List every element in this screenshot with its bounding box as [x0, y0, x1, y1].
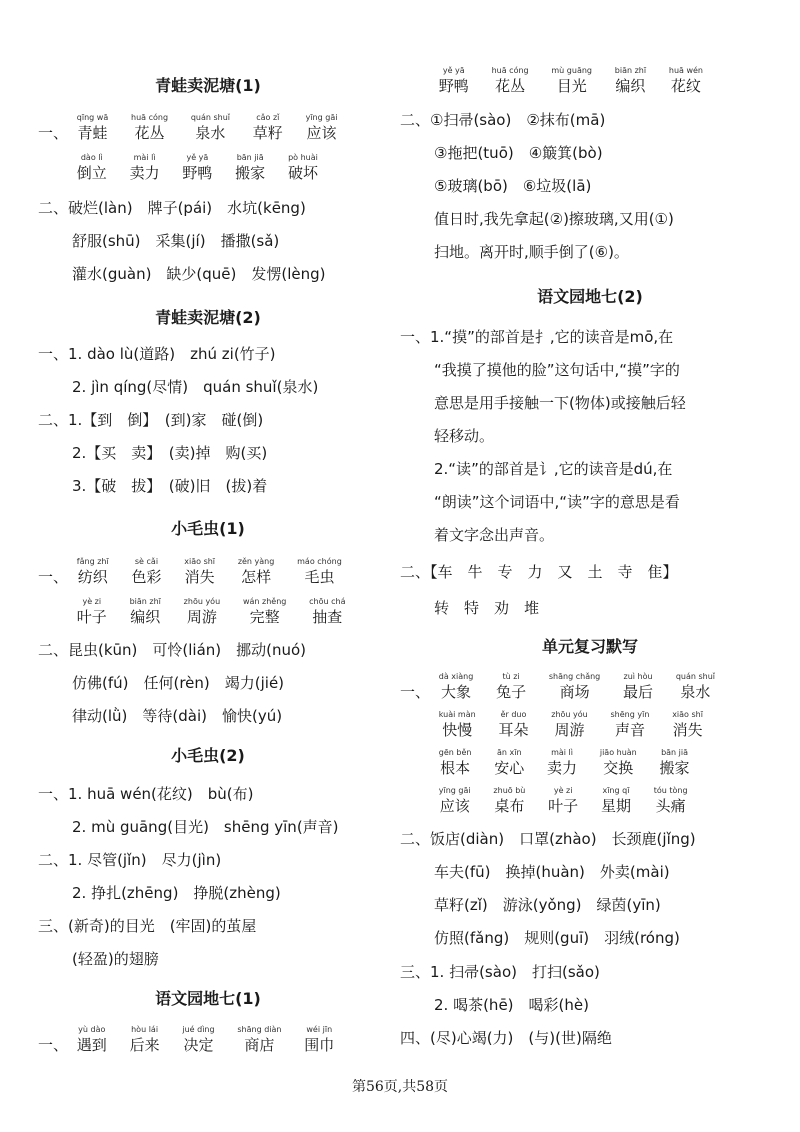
word-item: yě yā 野鸭 — [182, 153, 213, 182]
section-title: 青蛙卖泥塘(2) — [155, 308, 261, 327]
question-label: 一、 — [38, 1036, 69, 1054]
answer-line: 2. 挣扎(zhēng) 挣脱(zhèng) — [72, 884, 281, 902]
word-item: xiāo shī 消失 — [672, 710, 703, 739]
answer-line: 二、1. 尽管(jǐn) 尽力(jìn) — [38, 851, 222, 869]
pinyin-row — [38, 113, 355, 143]
page-footer: 第56页,共58页 — [351, 1079, 449, 1095]
word-item: huā cóng 花丛 — [131, 113, 169, 142]
answer-line: 仿佛(fú) 任何(rèn) 竭力(jié) — [72, 674, 285, 692]
word-item: jiāo huàn 交换 — [599, 748, 637, 777]
word-item: zhōu yóu 周游 — [551, 710, 588, 739]
word-item: wán zhěng 完整 — [242, 597, 287, 626]
answer-line: 着文字念出声音。 — [434, 526, 555, 544]
answer-line: 轻移动。 — [434, 427, 495, 445]
answer-line: 草籽(zǐ) 游泳(yǒng) 绿茵(yīn) — [434, 896, 661, 914]
word-item: zhuō bù 桌布 — [493, 786, 526, 815]
word-item: jué dìng 决定 — [182, 1025, 215, 1054]
word-item: yù dào 遇到 — [76, 1025, 107, 1054]
answer-line: 转 特 劝 堆 — [434, 599, 540, 617]
answer-line: 一、1. dào lù(道路) zhú zi(竹子) — [38, 345, 276, 363]
word-item: chōu chá 抽查 — [309, 597, 346, 626]
section-title: 语文园地七(2) — [537, 287, 643, 306]
answer-line: 三、(新奇)的目光 (牢固)的茧屋 — [38, 917, 257, 935]
question-label: 一、 — [38, 568, 69, 586]
answer-line: 二、1.【到 倒】 (到)家 碰(倒) — [38, 411, 264, 429]
answer-line: 意思是用手接触一下(物体)或接触后轻 — [434, 394, 686, 412]
pinyin-row — [400, 672, 733, 702]
word-item: yě yā 野鸭 — [438, 66, 469, 95]
section-title: 语文园地七(1) — [155, 989, 261, 1008]
word-item: mài lì 卖力 — [547, 748, 578, 777]
answer-line: 四、(尽)心竭(力) (与)(世)隔绝 — [400, 1029, 612, 1047]
pinyin-row — [400, 710, 721, 740]
word-item: wéi jīn 围巾 — [304, 1025, 335, 1054]
word-item: gēn běn 根本 — [438, 748, 472, 777]
word-item: qīng wā 青蛙 — [76, 113, 109, 142]
section-title: 小毛虫(1) — [171, 519, 245, 538]
word-item: bān jiā 搬家 — [659, 748, 690, 777]
word-item: tóu tòng 头痛 — [653, 786, 688, 815]
answer-line: 舒服(shū) 采集(jí) 播撒(sǎ) — [72, 232, 280, 250]
answer-line: 二、昆虫(kūn) 可怜(lián) 挪动(nuó) — [38, 641, 307, 659]
word-item: bān jiā 搬家 — [235, 153, 266, 182]
answer-line: 律动(lǜ) 等待(dài) 愉快(yú) — [72, 707, 283, 725]
question-label: 一、 — [400, 683, 431, 701]
answer-line: 仿照(fǎng) 规则(guī) 羽绒(róng) — [434, 929, 680, 947]
word-item: mù guāng 目光 — [551, 66, 592, 95]
answer-line: 二、【车 牛 专 力 又 土 寺 隹】 — [400, 563, 678, 581]
pinyin-row — [400, 786, 706, 816]
answer-line: 2. mù guāng(目光) shēng yīn(声音) — [72, 818, 339, 836]
answer-line: 2. jìn qíng(尽情) quán shuǐ(泉水) — [72, 378, 319, 396]
word-item: fǎng zhī 纺织 — [76, 557, 109, 586]
word-item: zěn yàng 怎样 — [237, 557, 275, 586]
word-item: xīng qī 星期 — [600, 786, 631, 815]
pinyin-row — [400, 66, 721, 96]
word-item: zuì hòu 最后 — [623, 672, 654, 701]
word-item: yè zi 叶子 — [76, 597, 107, 626]
answer-line: 3.【破 拔】 (破)旧 (拔)着 — [72, 477, 268, 495]
word-item: quán shuǐ 泉水 — [675, 672, 716, 701]
answer-line: 一、1.“摸”的部首是扌,它的读音是mō,在 — [400, 328, 674, 346]
word-item: dà xiàng 大象 — [438, 672, 474, 701]
answer-line: “我摸了摸他的脸”这句话中,“摸”字的 — [434, 361, 680, 379]
word-item: pò huài 破坏 — [287, 153, 318, 182]
word-item: shāng chǎng 商场 — [548, 672, 601, 701]
answer-line: 二、①扫帚(sào) ②抹布(mā) — [400, 111, 606, 129]
answer-line: ⑤玻璃(bō) ⑥垃圾(lā) — [434, 177, 592, 195]
word-item: biān zhī 编织 — [129, 597, 161, 626]
word-item: máo chóng 毛虫 — [297, 557, 342, 586]
word-item: ān xīn 安心 — [494, 748, 525, 777]
answer-line: 2.“读”的部首是讠,它的读音是dú,在 — [434, 460, 673, 478]
word-item: sè cǎi 色彩 — [131, 557, 162, 586]
word-item: cǎo zǐ 草籽 — [252, 113, 283, 142]
word-item: mài lì 卖力 — [129, 153, 160, 182]
section-title: 单元复习默写 — [541, 637, 638, 656]
word-item: ěr duo 耳朵 — [498, 710, 529, 739]
word-item: tù zi 兔子 — [496, 672, 527, 701]
word-item: dào lì 倒立 — [76, 153, 107, 182]
answer-line: 二、破烂(làn) 牌子(pái) 水坑(kēng) — [38, 199, 306, 217]
word-item: xiāo shī 消失 — [184, 557, 216, 586]
answer-line: 三、1. 扫帚(sào) 打扫(sǎo) — [400, 963, 600, 981]
answer-line: 2. 喝茶(hē) 喝彩(hè) — [434, 996, 589, 1014]
pinyin-row — [38, 1025, 352, 1055]
word-item: shēng yīn 声音 — [610, 710, 650, 739]
answer-line: 扫地。离开时,顺手倒了(⑥)。 — [434, 243, 629, 261]
word-item: quán shuǐ 泉水 — [190, 113, 231, 142]
word-item: yè zi 叶子 — [548, 786, 579, 815]
answer-line: 车夫(fū) 换掉(huàn) 外卖(mài) — [434, 863, 670, 881]
answer-line: 一、1. huā wén(花纹) bù(布) — [38, 785, 254, 803]
question-label: 一、 — [38, 124, 69, 142]
answer-line: ③拖把(tuō) ④簸箕(bò) — [434, 144, 603, 162]
pinyin-row — [38, 557, 360, 587]
word-item: huā cóng 花丛 — [491, 66, 529, 95]
word-item: huā wén 花纹 — [668, 66, 703, 95]
answer-line: “朗读”这个词语中,“读”字的意思是看 — [434, 493, 680, 511]
word-item: yīng gāi 应该 — [305, 113, 338, 142]
word-item: zhōu yóu 周游 — [183, 597, 221, 626]
word-item: hòu lái 后来 — [129, 1025, 160, 1054]
word-item: biān zhī 编织 — [614, 66, 647, 95]
answer-line: 灌水(guàn) 缺少(quē) 发愣(lèng) — [72, 265, 326, 283]
answer-line: 二、饭店(diàn) 口罩(zhào) 长颈鹿(jǐng) — [400, 830, 696, 848]
answer-line: 2.【买 卖】 (卖)掉 购(买) — [72, 444, 268, 462]
word-item: kuài màn 快慢 — [438, 710, 476, 739]
pinyin-row — [38, 153, 336, 183]
section-title: 小毛虫(2) — [171, 746, 245, 765]
word-item: shāng diàn 商店 — [237, 1025, 282, 1054]
answer-line: (轻盈)的翅膀 — [72, 950, 159, 968]
section-title: 青蛙卖泥塘(1) — [155, 76, 261, 95]
word-item: yīng gāi 应该 — [438, 786, 471, 815]
answer-line: 值日时,我先拿起(②)擦玻璃,又用(①) — [434, 210, 674, 228]
pinyin-row — [400, 748, 708, 778]
pinyin-row — [38, 597, 363, 627]
